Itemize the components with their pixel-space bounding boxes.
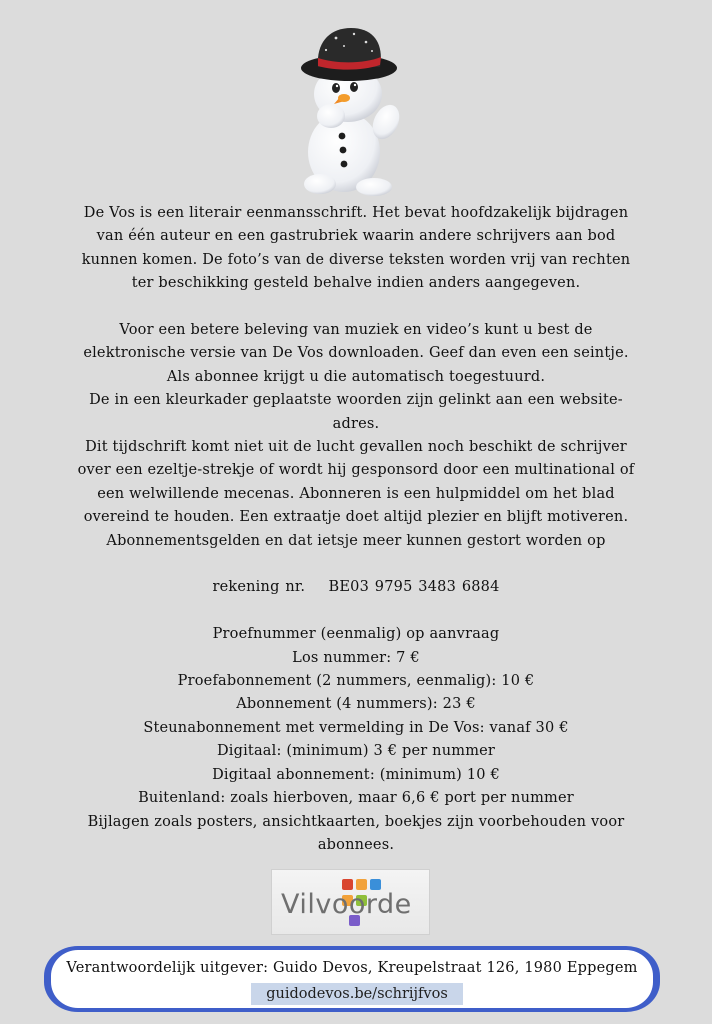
details-line: Dit tijdschrift komt niet uit de lucht gevallen noch beschikt de schrijver [85,439,627,456]
intro-line: kunnen komen. De foto’s van de diverse teksten worden vrij van rechten [81,251,631,268]
details-line: Abonnementsgelden en dat ietsje meer kunnen gestort worden op [106,532,606,549]
details-line: elektronische versie van De Vos downloaden. Geef dan even een seintje. [83,345,629,362]
details-line: een welwillende mecenas. Abonneren is een hulpmiddel om het blad [97,485,615,502]
rate-line: Los nummer: 7 € [292,649,420,666]
intro-line: van één auteur en een gastrubriek waarin andere schrijvers aan bod [96,228,616,245]
intro-line: De Vos is een literair eenmansschrift. Het bevat hoofdzakelijk bijdragen [83,205,629,221]
website-link[interactable]: guidodevos.be/schrijfvos [251,983,463,1005]
publisher-line: Verantwoordelijk uitgever: Guido Devos, Kreupelstraat 126, 1980 Eppegem [66,960,638,976]
rate-line: Buitenland: zoals hierboven, maar 6,6 € port per nummer [138,790,574,807]
intro-paragraph [30,202,682,296]
rate-line: abonnees. [317,836,395,853]
account-number: BE03 9795 3483 6884 [328,579,500,596]
info-text [30,202,682,857]
intro-line: ter beschikking gesteld behalve indien anders aangegeven. [131,275,581,292]
details-line: adres. [332,415,380,432]
bank-account [30,576,682,599]
rate-line: Proefabonnement (2 nummers, eenmalig): 10 € [177,673,535,690]
logo-text: Vilvoorde [281,889,412,920]
details-paragraph [30,319,682,553]
details-line: overeind te houden. Een extraatje doet altijd plezier en blijft motiveren. [83,509,629,526]
vilvoorde-logo [271,869,430,935]
details-line: De in een kleurkader geplaatste woorden zijn gelinkt aan een website- [89,392,623,409]
rate-line: Abonnement (4 nummers): 23 € [236,696,476,713]
rate-line: Proefnummer (eenmalig) op aanvraag [212,626,500,643]
subscription-rates [30,623,682,857]
rate-line: Bijlagen zoals posters, ansichtkaarten, boekjes zijn voorbehouden voor [87,813,625,830]
rate-line: Digitaal abonnement: (minimum) 10 € [212,766,500,783]
snowman-illustration [296,24,406,199]
rate-line: Digitaal: (minimum) 3 € per nummer [216,743,496,760]
details-line: Als abonnee krijgt u die automatisch toegestuurd. [166,368,546,385]
rate-line: Steunabonnement met vermelding in De Vos: vanaf 30 € [143,719,569,736]
publisher-box [44,946,660,1012]
details-line: over een ezeltje-strekje of wordt hij gesponsord door een multinational of [77,462,635,479]
account-label: rekening nr. [212,579,306,596]
details-line: Voor een betere beleving van muziek en video’s kunt u best de [119,322,593,339]
